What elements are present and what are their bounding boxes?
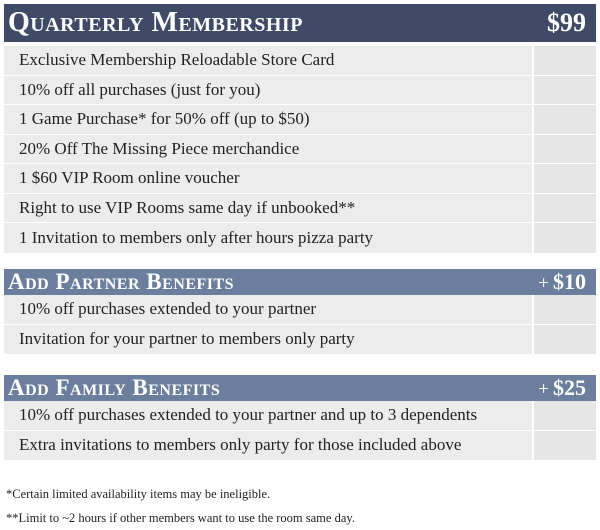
benefit-row [4,401,596,431]
benefit-text: Exclusive Membership Reloadable Store Card [4,46,532,75]
benefit-row [4,76,596,106]
benefit-row [4,164,596,194]
benefit-row [4,295,596,325]
benefit-row [4,105,596,135]
benefit-text: 1 $60 VIP Room online voucher [4,164,532,193]
footnote-room-limit: **Limit to ~2 hours if other members want to use the room same day. [6,511,355,525]
benefit-text: 1 Game Purchase* for 50% off (up to $50) [4,105,532,134]
benefit-text: 20% Off The Missing Piece merchandice [4,135,532,164]
family-benefits-header [4,375,596,401]
family-benefits-list [4,401,596,460]
benefit-row [4,194,596,224]
benefit-row [4,223,596,253]
partner-benefits-section [4,269,596,354]
benefit-row [4,325,596,355]
benefit-text: 1 Invitation to members only after hours pizza party [4,223,532,253]
family-benefits-section [4,375,596,460]
benefit-text: 10% off purchases extended to your partner and up to 3 dependents [4,401,532,430]
quarterly-membership-section [4,4,596,253]
quarterly-membership-title: Quarterly Membership [8,7,303,38]
footnotes [6,482,594,530]
partner-benefits-header [4,269,596,295]
benefit-row [4,431,596,461]
benefit-text: Extra invitations to members only party for those included above [4,431,532,461]
partner-benefits-price: + $10 [538,269,586,294]
quarterly-membership-price: $99 [547,8,586,37]
family-benefits-title: Add Family Benefits [8,375,221,400]
benefit-text: Invitation for your partner to members only party [4,325,532,355]
quarterly-benefits-list [4,46,596,253]
quarterly-membership-header [4,4,596,42]
benefit-row [4,135,596,165]
footnote-ineligible: *Certain limited availability items may be ineligible. [6,487,271,501]
family-benefits-price: + $25 [538,375,586,400]
partner-benefits-list [4,295,596,354]
partner-benefits-title: Add Partner Benefits [8,269,235,294]
benefit-text: 10% off purchases extended to your partner [4,295,532,324]
benefit-text: 10% off all purchases (just for you) [4,76,532,105]
benefit-text: Right to use VIP Rooms same day if unbooked** [4,194,532,223]
benefit-row [4,46,596,76]
